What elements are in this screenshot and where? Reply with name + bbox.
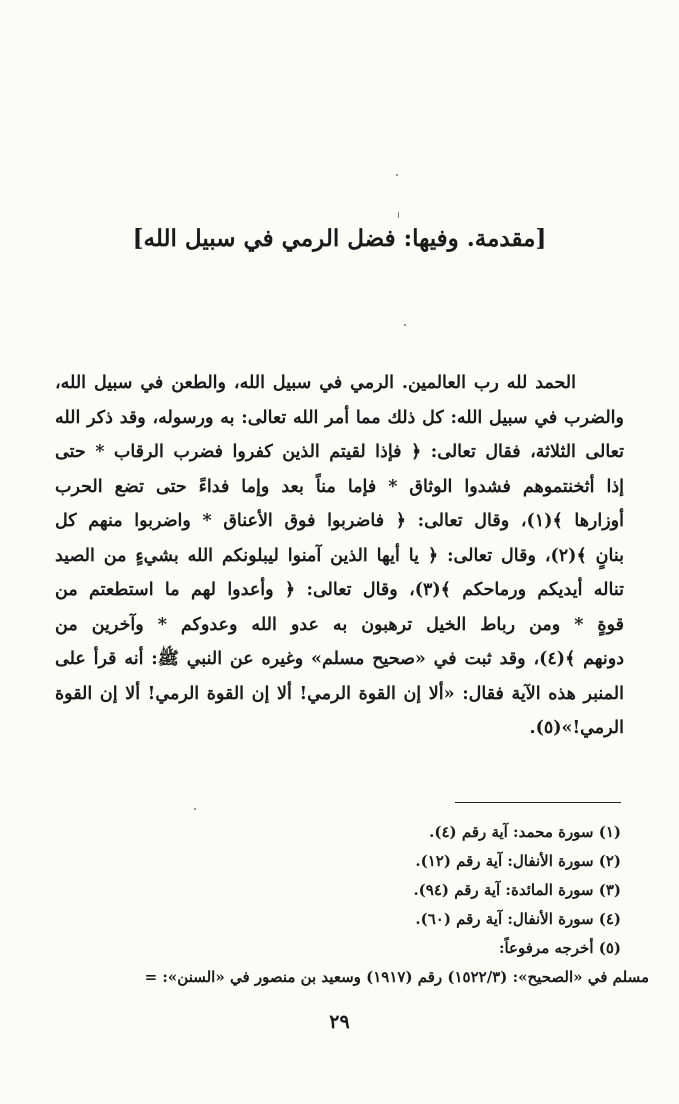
text-line: الرمي!»(٥). — [529, 718, 624, 738]
footnote: (٥) أخرجه مرفوعاً: — [498, 939, 621, 957]
chapter-title: [مقدمة. وفيها: فضل الرمي في سبيل الله] — [132, 225, 547, 252]
text-line: إذا أثخنتموهم فشدوا الوثاق * فإما مناً بعد وإما فداءً حتى تضع الحرب — [55, 476, 624, 497]
text-line: قوةٍ * ومن رباط الخيل ترهبون به عدو الله وعدوكم * وآخرين من — [55, 614, 624, 635]
text-line: والضرب في سبيل الله: كل ذلك مما أمر الله تعالى: به ورسوله، وقد ذكر الله — [55, 407, 624, 428]
text-line: تعالى الثلاثة، فقال تعالى: ﴿ فإذا لقيتم الذين كفروا فضرب الرقاب * حتى — [55, 442, 624, 462]
footnote: (١) سورة محمد: آية رقم (٤). — [429, 823, 621, 841]
scan-speck — [404, 324, 406, 326]
footnote: (٤) سورة الأنفال: آية رقم (٦٠). — [415, 910, 621, 928]
text-line: أوزارها ﴾(١)، وقال تعالى: ﴿ فاضربوا فوق الأعناق * واضربوا منهم كل — [55, 511, 624, 531]
text-line: المنبر هذه الآية فقال: «ألا إن القوة الرمي! ألا إن القوة الرمي! ألا إن القوة — [55, 683, 624, 704]
text-line: دونهم ﴾(٤)، وقد ثبت في «صحيح مسلم» وغيره عن النبي ﷺ: أنه قرأ على — [55, 649, 624, 669]
footnote: (٢) سورة الأنفال: آية رقم (١٢). — [415, 852, 621, 870]
page-number: ٢٩ — [329, 1011, 350, 1033]
footnote-continuation: مسلم في «الصحيح»: (١٥٢٢/٣) رقم (١٩١٧) وسعيد بن منصور في «السنن»: = — [144, 968, 649, 986]
text-line: الحمد لله رب العالمين. الرمي في سبيل الله، والطعن في سبيل الله، — [55, 373, 576, 393]
scan-speck — [398, 212, 399, 218]
scan-speck — [194, 808, 196, 810]
scan-speck — [396, 174, 398, 176]
footnote-separator — [455, 802, 621, 803]
text-line: تناله أيديكم ورماحكم ﴾(٣)، وقال تعالى: ﴿ وأعدوا لهم ما استطعتم من — [55, 580, 624, 600]
main-text — [55, 366, 624, 746]
footnote: (٣) سورة المائدة: آية رقم (٩٤). — [413, 881, 621, 899]
footnotes — [45, 818, 649, 992]
text-line: بنانٍ ﴾(٢)، وقال تعالى: ﴿ يا أيها الذين آمنوا ليبلونكم الله بشيءٍ من الصيد — [55, 545, 624, 566]
